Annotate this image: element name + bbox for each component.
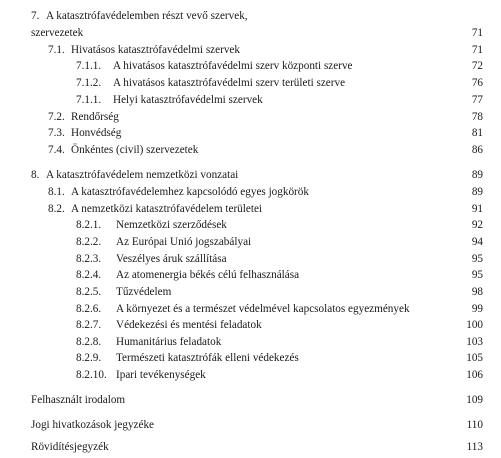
toc-entry-page: 76	[471, 77, 483, 89]
toc-entry-page: 71	[471, 27, 483, 39]
toc-entry-title: Védekezési és mentési feladatok	[116, 319, 262, 331]
toc-entry	[0, 185, 501, 199]
toc-entry-page: 86	[471, 144, 483, 156]
toc-entry-title: Helyi katasztrófavédelmi szervek	[113, 94, 263, 106]
toc-entry-page: 109	[466, 394, 483, 406]
toc-entry-title: A hivatásos katasztrófavédelmi szerv központi szerve	[113, 60, 353, 72]
toc-entry-title: Hivatásos katasztrófavédelmi szervek	[71, 44, 240, 56]
toc-entry-page: 105	[466, 352, 483, 364]
toc-entry	[0, 59, 501, 73]
toc-entry	[0, 335, 501, 349]
toc-entry-page: 95	[471, 253, 483, 265]
toc-entry-number: 8.2.	[48, 203, 65, 215]
toc-entry-number: 7.1.1.	[76, 60, 102, 72]
toc-entry-title: A katasztrófavédelem nemzetközi vonzatai	[46, 169, 239, 181]
toc-entry-page: 72	[471, 60, 483, 72]
toc-entry	[0, 235, 501, 249]
toc-entry-page: 81	[471, 127, 483, 139]
toc-entry-number: 8.2.4.	[76, 269, 102, 281]
toc-entry-title: A katasztrófavédelemben részt vevő szervek,	[46, 10, 248, 22]
toc-entry	[0, 351, 501, 365]
toc-entry	[0, 93, 501, 107]
toc-entry-page: 110	[466, 419, 483, 431]
toc-entry-page: 89	[471, 186, 483, 198]
toc-entry-page: 91	[471, 203, 483, 215]
toc-entry-page: 95	[471, 269, 483, 281]
toc-entry-title: A katasztrófavédelemhez kapcsolódó egyes jogkörök	[71, 186, 309, 198]
toc-entry	[0, 202, 501, 216]
toc-entry-number: 8.1.	[48, 186, 65, 198]
toc-entry-page: 98	[471, 286, 483, 298]
toc-entry-title: Veszélyes áruk szállítása	[116, 253, 227, 265]
toc-entry-page: 71	[471, 44, 483, 56]
toc-entry-number: 7.1.1.	[76, 94, 102, 106]
toc-entry-number: 8.2.1.	[76, 219, 102, 231]
toc-entry-title: Honvédség	[71, 127, 122, 139]
toc-entry	[0, 268, 501, 282]
toc-entry	[0, 368, 501, 382]
toc-entry	[0, 76, 501, 90]
toc-entry	[0, 285, 501, 299]
toc-entry-title: A hivatásos katasztrófavédelmi szerv területi szerve	[113, 77, 346, 89]
toc-entry-page: 77	[471, 94, 483, 106]
toc-entry-page: 106	[466, 369, 483, 381]
toc-entry-title: Felhasznált irodalom	[31, 394, 126, 406]
toc-entry-number: 7.1.	[48, 44, 65, 56]
toc-entry-number: 8.2.2.	[76, 236, 102, 248]
toc-entry-number: 8.2.10.	[76, 369, 107, 381]
toc-entry	[0, 143, 501, 157]
toc-entry-page: 78	[471, 111, 483, 123]
toc-entry-page: 113	[466, 441, 483, 453]
toc-entry-number: 7.1.2.	[76, 77, 102, 89]
toc-entry-page: 92	[471, 219, 483, 231]
toc-entry	[0, 110, 501, 124]
toc-entry-title: Nemzetközi szerződések	[116, 219, 227, 231]
toc-entry	[0, 43, 501, 57]
toc-entry-number: 8.2.9.	[76, 352, 102, 364]
toc-entry-title: Az atomenergia békés célú felhasználása	[116, 269, 300, 281]
toc-entry-title: A környezet és a természet védelmével kapcsolatos egyezmények	[116, 303, 410, 315]
toc-entry-number: 7.2.	[48, 111, 65, 123]
toc-entry-number: 8.2.6.	[76, 303, 102, 315]
toc-entry-number: 8.2.5.	[76, 286, 102, 298]
toc-entry-title: Jogi hivatkozások jegyzéke	[31, 419, 155, 431]
toc-entry-title: Tűzvédelem	[116, 286, 172, 298]
toc-entry-title: Rövidítésjegyzék	[31, 441, 109, 453]
toc-entry-page: 99	[471, 303, 483, 315]
toc-entry-page: 100	[466, 319, 483, 331]
toc-entry-page: 103	[466, 336, 483, 348]
toc-entry-title: Humanitárius feladatok	[116, 336, 222, 348]
toc-entry	[0, 26, 501, 40]
toc-entry-number: 8.2.3.	[76, 253, 102, 265]
toc-entry	[0, 440, 501, 454]
toc-entry-number: 7.	[31, 10, 40, 22]
toc-entry-title: A nemzetközi katasztrófavédelem területei	[71, 203, 263, 215]
toc-entry-number: 8.	[31, 169, 40, 181]
toc-entry-title: Rendőrség	[71, 111, 119, 123]
toc-entry-title: Önkéntes (civil) szervezetek	[71, 144, 199, 156]
toc-entry	[0, 252, 501, 266]
toc-entry-number: 8.2.7.	[76, 319, 102, 331]
toc-entry-title: Az Európai Unió jogszabályai	[116, 236, 252, 248]
toc-entry	[0, 318, 501, 332]
toc-entry-number: 7.3.	[48, 127, 65, 139]
toc-entry	[0, 418, 501, 432]
toc-entry	[0, 126, 501, 140]
toc-entry-page: 89	[471, 169, 483, 181]
toc-entry	[0, 302, 501, 316]
toc-entry	[0, 9, 501, 23]
toc-entry-title: Ipari tevékenységek	[116, 369, 206, 381]
toc-entry	[0, 393, 501, 407]
toc-entry	[0, 168, 501, 182]
toc-entry-number: 8.2.8.	[76, 336, 102, 348]
toc-entry-page: 94	[471, 236, 483, 248]
toc-entry-title: Természeti katasztrófák elleni védekezés	[116, 352, 299, 364]
toc-entry-title: szervezetek	[31, 27, 84, 39]
toc-entry	[0, 218, 501, 232]
toc-entry-number: 7.4.	[48, 144, 65, 156]
